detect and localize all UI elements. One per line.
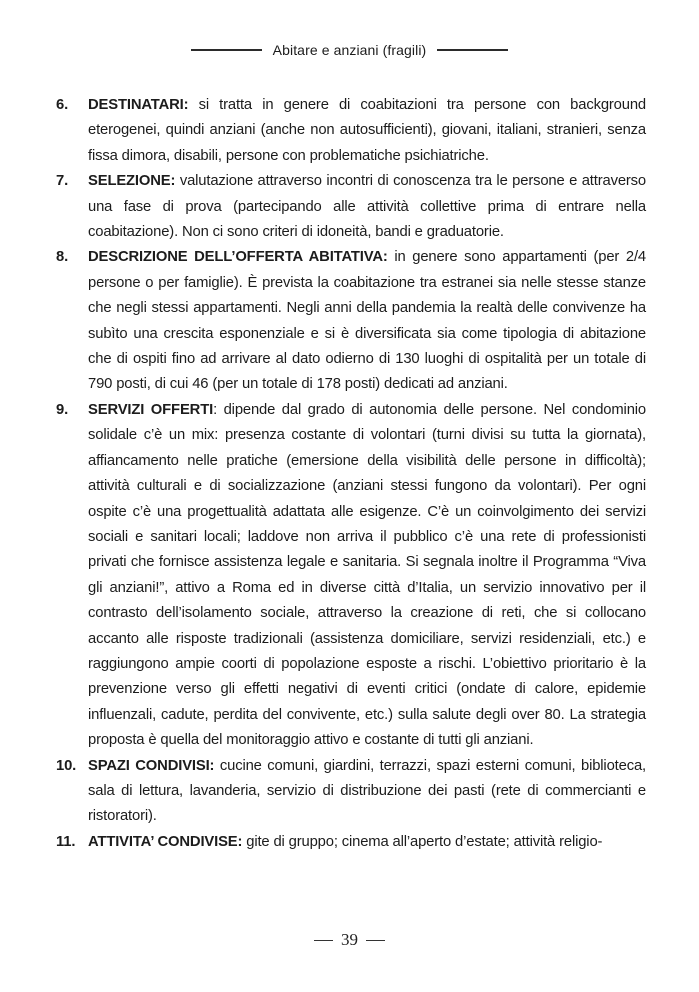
item-number: 6. (56, 97, 69, 113)
item-body (88, 245, 646, 397)
footer-rule-right (366, 940, 385, 941)
running-head-title: Abitare e anziani (fragili) (272, 42, 427, 58)
item-number: 10. (56, 757, 77, 774)
list-item (56, 169, 646, 245)
item-text: : dipende dal grado di autonomia delle persone. Nel condominio solidale c’è un mix: presenza costante di volontari (turni divisi su tutta la giornata), affiancamento nelle pratiche (emersione della visibilità delle persone in difficoltà); attività culturali e di socializzazione (anziani stessi fungono da volontari). Per ogni ospite c’è una progettualità adattata alle esigenze. C’è un coinvolgimento dei servizi sociali e sanitari locali; laddove non arriva il pubblico c’è una rete di professionisti privati che fornisce assistenza legale e sanitaria. Si segnala inoltre il Programma “Viva gli anziani!”, attivo a Roma ed in diverse città d’Italia, un servizio innovativo per il contrasto dell’isolamento sociale, attraverso la creazione di reti, che si collocano accanto alle risposte tradizionali (assistenza domiciliare, servizi residenziali, etc.) e raggiungono ampie coorti di popolazione esposte a rischi. L’obiettivo prioritario è la prevenzione verso gli effetti negativi di eventi critici (ondate di calore, epidemie influenzali, cadute, perdita del convivente, etc.) sulla salute degli over 80. La strategia proposta è quella del monitoraggio attivo e costante di tutti gli anziani. (88, 401, 646, 749)
item-label: SPAZI CONDIVISI: (88, 757, 215, 774)
header-rule-right (437, 49, 508, 50)
item-label: SELEZIONE: (88, 173, 176, 190)
item-body (88, 398, 646, 754)
list-item (56, 245, 646, 397)
item-label: DESTINATARI: (88, 97, 189, 113)
item-label: ATTIVITA’ CONDIVISE: (88, 833, 243, 850)
list-item (56, 754, 646, 830)
item-label: SERVIZI OFFERTI (88, 401, 214, 418)
running-head (0, 42, 699, 58)
item-body (88, 93, 646, 169)
list-item (56, 93, 646, 169)
item-text: in genere sono appartamenti (per 2/4 persone o per famiglie). È prevista la coabitazione tra estranei sia nelle stesse stanze che negli stessi appartamenti. Negli anni della pandemia la realtà delle convivenze ha subìto una crescita esponenziale e si è diversificata sia come tipologia di abitazione che di ospiti fino ad arrivare al dato odierno di 130 luoghi di ospitalità per un totale di 790 posti, di cui 46 (per un totale di 178 posti) dedicati ad anziani. (88, 249, 647, 393)
item-number: 11. (56, 833, 76, 850)
item-number: 9. (56, 401, 69, 418)
item-text: cucine comuni, giardini, terrazzi, spazi esterni comuni, biblioteca, sala di lettura, lavanderia, servizio di distribuzione dei pasti (rete di commercianti e ristoratori). (88, 757, 646, 825)
numbered-list (56, 93, 646, 855)
item-body (88, 169, 646, 245)
list-item (56, 830, 646, 855)
item-text: valutazione attraverso incontri di conoscenza tra le persone e attraverso una fase di prova (partecipando alle attività collettive prima di entrare nella coabitazione). Non ci sono criteri di idoneità, bandi e graduatorie. (88, 173, 646, 241)
item-text: si tratta in genere di coabitazioni tra persone con background eterogenei, quindi anziani (anche non autosufficienti), giovani, italiani, stranieri, senza fissa dimora, disabili, persone con problematiche psichiatriche. (88, 97, 646, 164)
item-body (88, 830, 646, 855)
header-rule-left (191, 49, 262, 50)
item-body (88, 754, 646, 830)
item-label: DESCRIZIONE DELL’OFFERTA ABITATIVA: (88, 249, 388, 266)
page-number: 39 (341, 930, 358, 949)
list-item (56, 398, 646, 754)
item-text: gite di gruppo; cinema all’aperto d’estate; attività religio- (242, 833, 603, 850)
footer-rule-left (314, 940, 333, 941)
item-number: 7. (56, 173, 69, 190)
page-footer (0, 930, 699, 950)
item-number: 8. (56, 249, 69, 266)
